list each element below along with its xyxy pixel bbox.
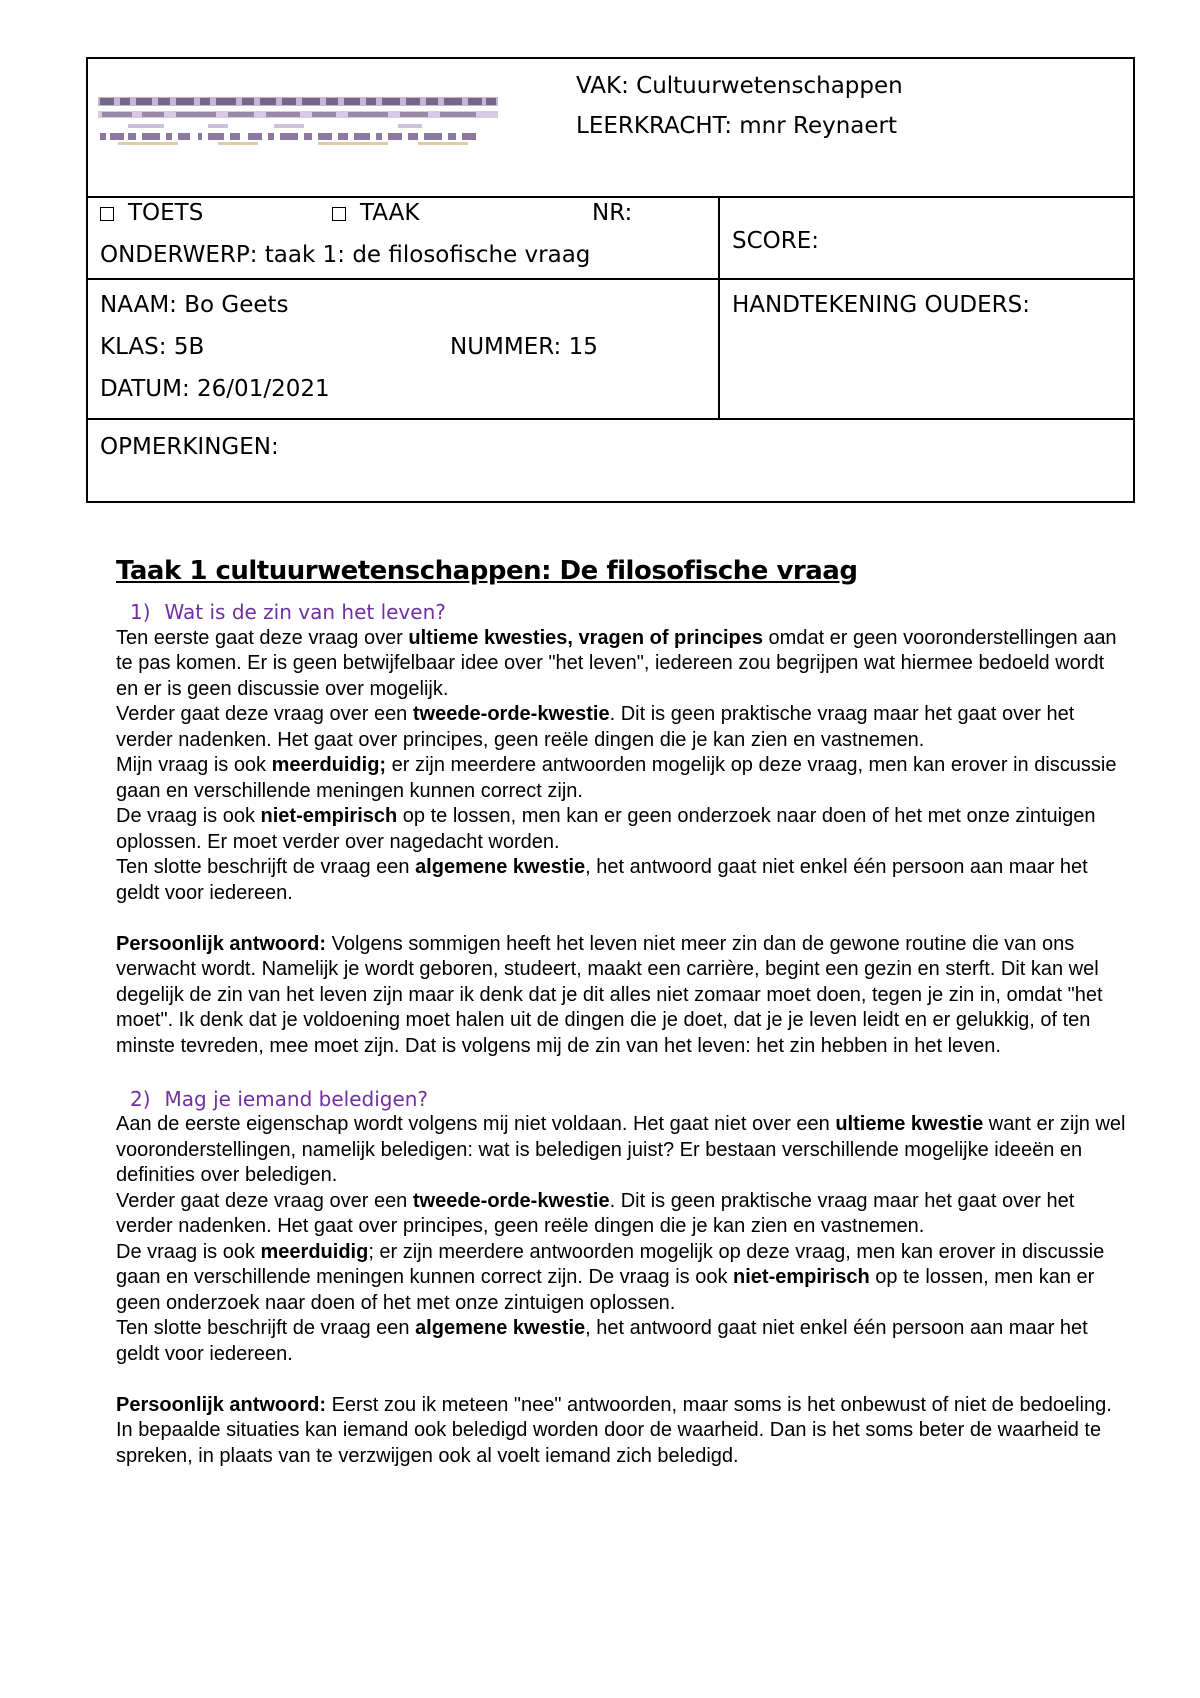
paragraph: Mijn vraag is ook meerduidig; er zijn meerdere antwoorden mogelijk op deze vraag, men kan erover in discussie gaan en verschillende meningen kunnen correct zijn. (116, 754, 1117, 802)
paragraph: Verder gaat deze vraag over een tweede-orde-kwestie. Dit is geen praktische vraag maar het gaat over het verder nadenken. Het gaat over principes, geen reële dingen die je kan zien en vastnemen. (116, 703, 1075, 751)
header-form (86, 57, 1135, 503)
document-body (116, 600, 1126, 1469)
paragraph: Persoonlijk antwoord: Eerst zou ik meteen "nee" antwoorden, maar soms is het onbewust of niet de bedoeling. In bepaalde situaties kan iemand ook beledigd worden door de waarheid. Dan is het soms beter de waarheid te spreken, in plaats van te verzwijgen ook al voelt iemand zich beledigd. (116, 1393, 1112, 1467)
question-1-heading: 1) Wat is de zin van het leven? (130, 600, 446, 624)
logo-graphic (98, 97, 498, 167)
question-2-heading: 2) Mag je iemand beledigen? (130, 1086, 429, 1111)
nummer-label: NUMMER: 15 (450, 334, 598, 360)
opmerkingen-label: OPMERKINGEN: (100, 434, 279, 460)
toets-row (88, 196, 1133, 278)
taak-label: TAAK (360, 200, 420, 226)
paragraph: Ten slotte beschrijft de vraag een algemene kwestie, het antwoord gaat niet enkel één persoon aan maar het geldt voor iedereen. (116, 856, 1088, 904)
paragraph: Ten slotte beschrijft de vraag een algemene kwestie, het antwoord gaat niet enkel één persoon aan maar het geldt voor iedereen. (116, 1317, 1088, 1365)
datum-label: DATUM: 26/01/2021 (100, 376, 330, 402)
opmerkingen-row (88, 418, 1133, 501)
handtekening-label: HANDTEKENING OUDERS: (732, 292, 1030, 318)
paragraph: Verder gaat deze vraag over een tweede-orde-kwestie. Dit is geen praktische vraag maar het gaat over het verder nadenken. Het gaat over principes, geen reële dingen die je kan zien en vastnemen. (116, 1189, 1075, 1237)
taak-checkbox[interactable] (332, 207, 346, 221)
document-title: Taak 1 cultuurwetenschappen: De filosofische vraag (116, 556, 858, 586)
school-logo (98, 97, 498, 167)
paragraph: Ten eerste gaat deze vraag over ultieme kwesties, vragen of principes omdat er geen vooronderstellingen aan te pas komen. Er is geen betwijfelbaar idee over "het leven", iedereen zou begrijpen wat hiermee bedoeld wordt en er is geen discussie over mogelijk. (116, 626, 1117, 700)
paragraph: De vraag is ook niet-empirisch op te lossen, men kan er geen onderzoek naar doen of het met onze zintuigen oplossen. Er moet verder over nagedacht worden. (116, 805, 1096, 853)
score-label: SCORE: (732, 228, 820, 254)
naam-label: NAAM: Bo Geets (100, 292, 289, 318)
vak-label: VAK: Cultuurwetenschappen (576, 73, 903, 99)
onderwerp-label: ONDERWERP: taak 1: de filosofische vraag (100, 242, 591, 268)
nr-label: NR: (592, 200, 633, 226)
klas-label: KLAS: 5B (100, 334, 205, 360)
leerkracht-label: LEERKRACHT: mnr Reynaert (576, 113, 898, 139)
paragraph: Aan de eerste eigenschap wordt volgens mij niet voldaan. Het gaat niet over een ultieme kwestie want er zijn wel vooronderstellingen, namelijk beledigen: wat is beledigen juist? Er bestaan verschillende mogelijke ideeën en definities over beledigen. (116, 1113, 1126, 1186)
toets-label: TOETS (128, 200, 204, 226)
toets-checkbox[interactable] (100, 207, 114, 221)
paragraph: Persoonlijk antwoord: Volgens sommigen heeft het leven niet meer zin dan de gewone routine die van ons verwacht wordt. Namelijk je wordt geboren, studeert, maakt een carrière, begint een gezin en sterft. Dit kan wel degelijk de zin van het leven zijn maar ik denk dat je dit alles niet zomaar moet doen, tegen je zin in, omdat "het moet". Ik denk dat je voldoening moet halen uit de dingen die je doet, dat je je leven leidt en er gelukkig, of ten minste tevreden, mee moet zijn. Dat is volgens mij de zin van het leven: het zin hebben in het leven. (116, 932, 1103, 1057)
paragraph: De vraag is ook meerduidig; er zijn meerdere antwoorden mogelijk op deze vraag, men kan erover in discussie gaan en verschillende meningen kunnen correct zijn. De vraag is ook niet-empirisch op te lossen, men kan er geen onderzoek naar doen of het met onze zintuigen oplossen. (116, 1240, 1105, 1314)
header-row (88, 59, 1133, 196)
student-row (88, 278, 1133, 418)
